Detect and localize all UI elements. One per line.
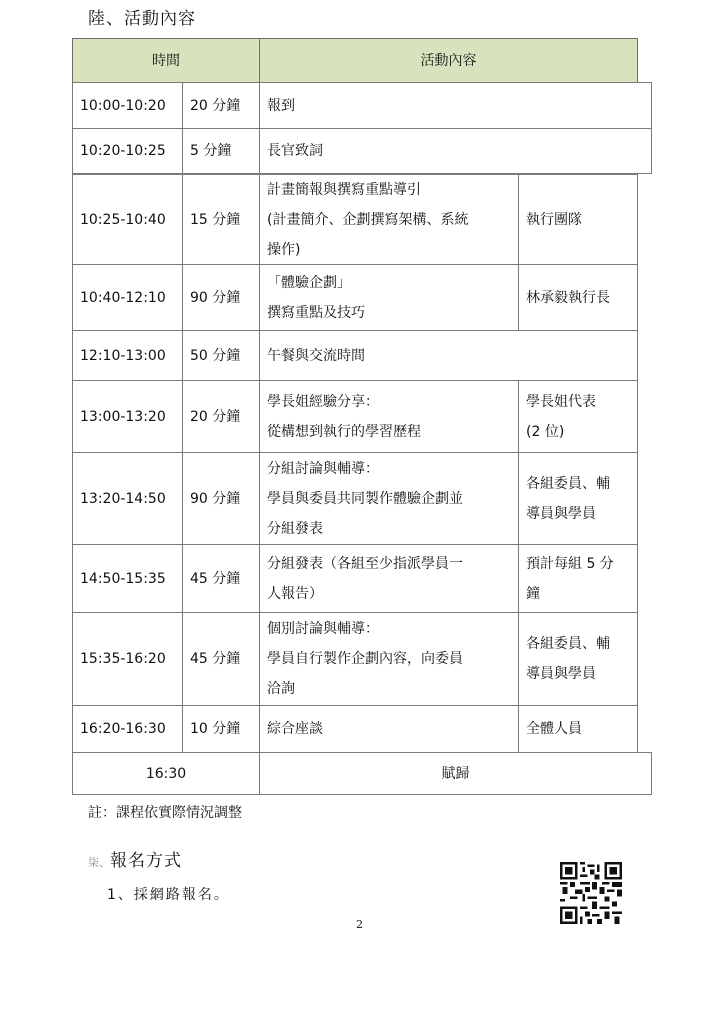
content-cell — [259, 128, 652, 174]
duration-cell — [182, 264, 260, 331]
registration-item-1: 1、採網路報名。 — [107, 887, 230, 903]
duration-cell — [182, 82, 260, 129]
speaker-cell — [518, 174, 638, 265]
final-content-cell — [259, 752, 652, 795]
content-cell — [259, 452, 519, 545]
content-cell-text: 操作) — [267, 241, 301, 258]
time-cell-text: 10:20-10:25 — [80, 143, 166, 159]
duration-cell — [182, 330, 260, 381]
content-cell-text: 分組發表（各組至少指派學員一 — [267, 555, 463, 572]
content-cell-text: 個別討論與輔導： — [267, 621, 379, 637]
time-cell — [72, 612, 183, 706]
duration-cell — [182, 705, 260, 753]
time-cell-text: 13:00-13:20 — [80, 408, 166, 425]
time-cell — [72, 264, 183, 331]
content-cell-text: 報到 — [267, 97, 295, 114]
speaker-cell-text: 各組委員、輔 — [526, 636, 610, 652]
duration-cell — [182, 128, 260, 174]
final-content-cell-text: 賦歸 — [441, 765, 470, 782]
time-cell-text: 10:00-10:20 — [80, 97, 166, 114]
time-cell — [72, 174, 183, 265]
duration-cell-text: 45 分鐘 — [190, 651, 241, 667]
speaker-cell — [518, 612, 638, 706]
content-cell — [259, 330, 638, 381]
section-7-number: 柒、 — [88, 856, 110, 869]
duration-cell — [182, 612, 260, 706]
time-cell-text: 13:20-14:50 — [80, 490, 166, 507]
duration-cell — [182, 544, 260, 613]
speaker-cell-text: 各組委員、輔 — [526, 475, 610, 492]
content-cell — [259, 612, 519, 706]
duration-cell-text: 20 分鐘 — [190, 408, 241, 425]
content-cell-text: 學長姐經驗分享： — [267, 393, 379, 410]
section-7-title: 報名方式 — [110, 851, 182, 871]
content-cell-text: 學員自行製作企劃內容，向委員 — [267, 651, 463, 667]
content-cell — [259, 82, 652, 129]
time-cell — [72, 380, 183, 453]
duration-cell-text: 90 分鐘 — [190, 289, 241, 306]
final-time-cell-text: 16:30 — [145, 765, 187, 782]
duration-cell-text: 45 分鐘 — [190, 570, 241, 587]
final-time-cell — [72, 752, 260, 795]
time-cell — [72, 128, 183, 174]
speaker-cell-text: 導員與學員 — [526, 666, 596, 682]
content-cell-text: 分組討論與輔導： — [267, 460, 379, 477]
duration-cell-text: 5 分鐘 — [190, 143, 232, 159]
header-content — [259, 38, 638, 83]
duration-cell — [182, 380, 260, 453]
content-cell-text: 午餐與交流時間 — [267, 347, 365, 364]
header-time — [72, 38, 260, 83]
speaker-cell — [518, 264, 638, 331]
duration-cell-text: 20 分鐘 — [190, 97, 241, 114]
time-cell — [72, 705, 183, 753]
qr-code-icon[interactable] — [560, 862, 622, 924]
duration-cell-text: 50 分鐘 — [190, 347, 241, 364]
time-cell-text: 15:35-16:20 — [80, 651, 166, 667]
speaker-cell-text: 預計每組 5 分 — [526, 555, 614, 572]
time-cell — [72, 330, 183, 381]
page-number: 2 — [356, 918, 363, 931]
speaker-cell — [518, 705, 638, 753]
content-cell-text: 長官致詞 — [267, 143, 323, 159]
speaker-cell-text: 全體人員 — [526, 721, 582, 737]
time-cell-text: 16:20-16:30 — [80, 721, 166, 737]
speaker-cell-text: 鐘 — [526, 585, 540, 602]
speaker-cell-text: 導員與學員 — [526, 505, 596, 522]
note: 註：課程依實際情況調整 — [88, 805, 242, 821]
section-title: 陸、活動內容 — [88, 9, 196, 29]
duration-cell — [182, 452, 260, 545]
content-cell-text: 撰寫重點及技巧 — [267, 304, 365, 321]
content-cell-text: 「體驗企劃」 — [267, 274, 351, 291]
time-cell-text: 10:25-10:40 — [80, 211, 166, 228]
duration-cell-text: 90 分鐘 — [190, 490, 241, 507]
content-cell-text: 計畫簡報與撰寫重點導引 — [267, 181, 421, 198]
content-cell — [259, 174, 519, 265]
time-cell-text: 10:40-12:10 — [80, 289, 166, 306]
header-time-label: 時間 — [152, 52, 180, 69]
content-cell-text: 從構想到執行的學習歷程 — [267, 423, 421, 440]
content-cell — [259, 705, 519, 753]
duration-cell-text: 15 分鐘 — [190, 211, 241, 228]
content-cell-text: 人報告） — [267, 585, 323, 602]
content-cell-text: 洽詢 — [267, 681, 295, 697]
content-cell-text: 綜合座談 — [267, 721, 323, 737]
speaker-cell-text: (2 位) — [526, 423, 565, 440]
speaker-cell-text: 學長姐代表 — [526, 393, 596, 410]
speaker-cell-text: 林承毅執行長 — [526, 289, 610, 306]
time-cell — [72, 82, 183, 129]
content-cell-text: 分組發表 — [267, 520, 323, 537]
section-7-heading — [88, 846, 182, 871]
duration-cell-text: 10 分鐘 — [190, 721, 241, 737]
content-cell-text: (計畫簡介、企劃撰寫架構、系統 — [267, 211, 469, 228]
time-cell-text: 14:50-15:35 — [80, 570, 166, 587]
duration-cell — [182, 174, 260, 265]
content-cell-text: 學員與委員共同製作體驗企劃並 — [267, 490, 463, 507]
content-cell — [259, 264, 519, 331]
content-cell — [259, 380, 519, 453]
speaker-cell — [518, 544, 638, 613]
time-cell — [72, 452, 183, 545]
speaker-cell — [518, 380, 638, 453]
speaker-cell-text: 執行團隊 — [526, 211, 582, 228]
time-cell — [72, 544, 183, 613]
header-content-label: 活動內容 — [420, 52, 477, 69]
content-cell — [259, 544, 519, 613]
speaker-cell — [518, 452, 638, 545]
time-cell-text: 12:10-13:00 — [80, 347, 166, 364]
